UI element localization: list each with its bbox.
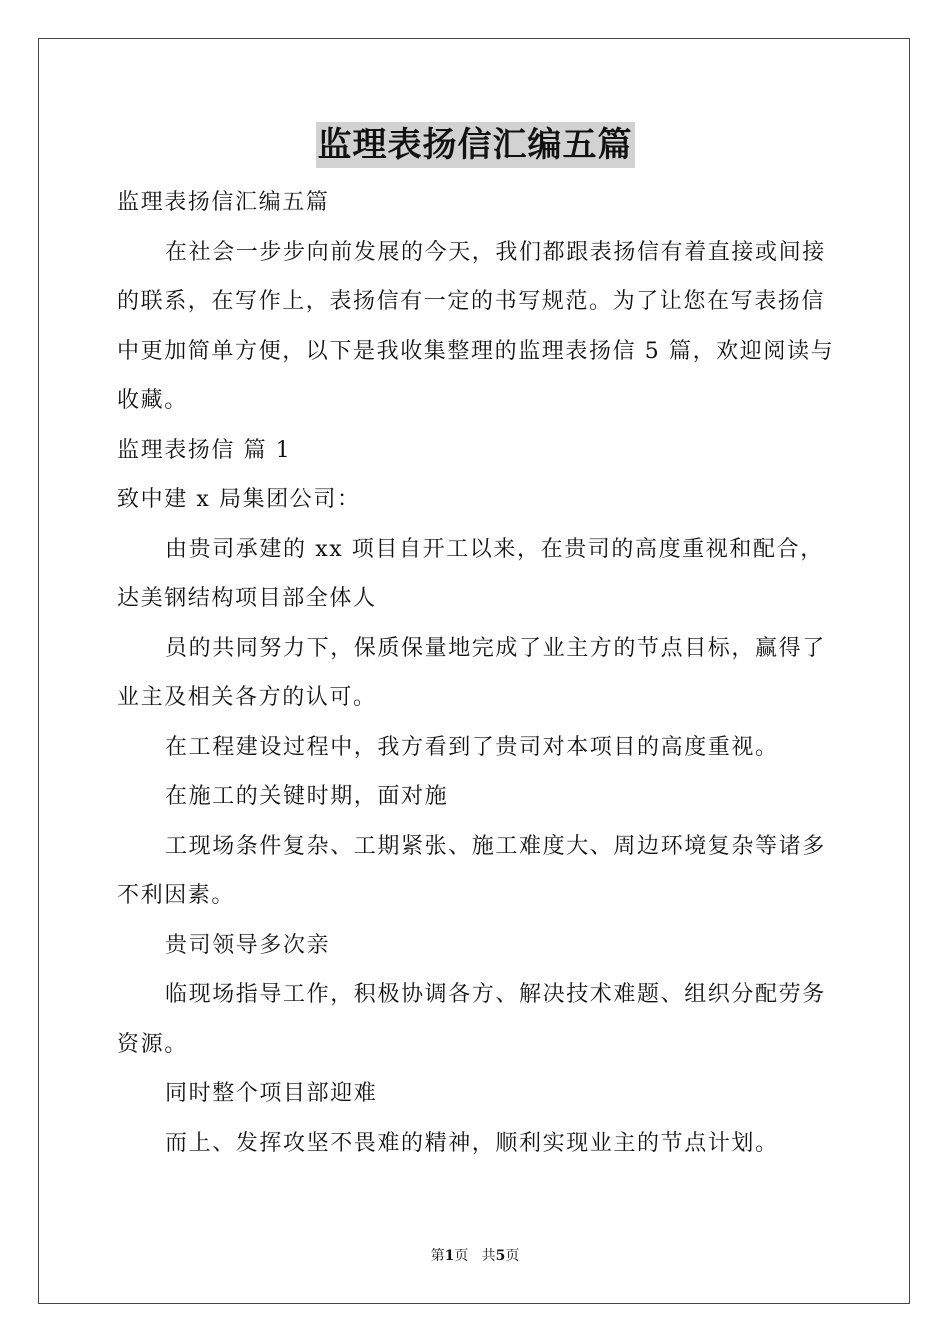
text-line: 同时整个项目部迎难 bbox=[165, 1081, 378, 1106]
total-suffix: 页 bbox=[505, 1248, 520, 1264]
page-prefix: 第 bbox=[430, 1248, 445, 1264]
text-line: 贵司领导多次亲 bbox=[165, 932, 331, 958]
text-line: 业主及相关各方的认可。 bbox=[117, 685, 377, 710]
text-line: 监理表扬信 篇 1 bbox=[117, 437, 292, 463]
text-line: 在工程建设过程中，我方看到了贵司对本项目的高度重视。 bbox=[165, 734, 779, 760]
text-line: 临现场指导工作，积极协调各方、解决技术难题、组织分配劳务 bbox=[165, 982, 826, 1007]
text-line: 员的共同努力下，保质保量地完成了业主方的节点目标，赢得了 bbox=[165, 635, 826, 661]
text-line: 由贵司承建的 xx 项目自开工以来，在贵司的高度重视和配合， bbox=[165, 536, 824, 562]
text-line: 不利因素。 bbox=[117, 883, 236, 908]
text-line: 的联系，在写作上，表扬信有一定的书写规范。为了让您在写表扬信 bbox=[117, 289, 826, 314]
document-title: 监理表扬信汇编五篇 bbox=[316, 122, 635, 168]
text-line: 收藏。 bbox=[117, 388, 188, 413]
text-line: 工现场条件复杂、工期紧张、施工难度大、周边环境复杂等诸多 bbox=[165, 833, 826, 859]
page-suffix: 页 bbox=[454, 1248, 469, 1264]
page-number: 1 bbox=[444, 1248, 455, 1264]
text-line: 在社会一步步向前发展的今天，我们都跟表扬信有着直接或间接 bbox=[165, 239, 826, 265]
text-line: 中更加简单方便，以下是我收集整理的监理表扬信 5 篇，欢迎阅读与 bbox=[117, 338, 835, 364]
text-line: 致中建 x 局集团公司： bbox=[117, 487, 361, 512]
title-area bbox=[0, 122, 950, 168]
text-line: 达美钢结构项目部全体人 bbox=[117, 586, 377, 611]
total-pages: 5 bbox=[495, 1248, 506, 1264]
total-prefix: 共 bbox=[481, 1248, 496, 1264]
text-line: 资源。 bbox=[117, 1031, 188, 1057]
document-body bbox=[117, 178, 837, 1168]
text-line: 监理表扬信汇编五篇 bbox=[117, 190, 330, 215]
text-line: 而上、发挥攻坚不畏难的精神，顺利实现业主的节点计划。 bbox=[165, 1130, 779, 1156]
page-footer bbox=[0, 1246, 950, 1266]
text-line: 在施工的关键时期，面对施 bbox=[165, 784, 449, 809]
